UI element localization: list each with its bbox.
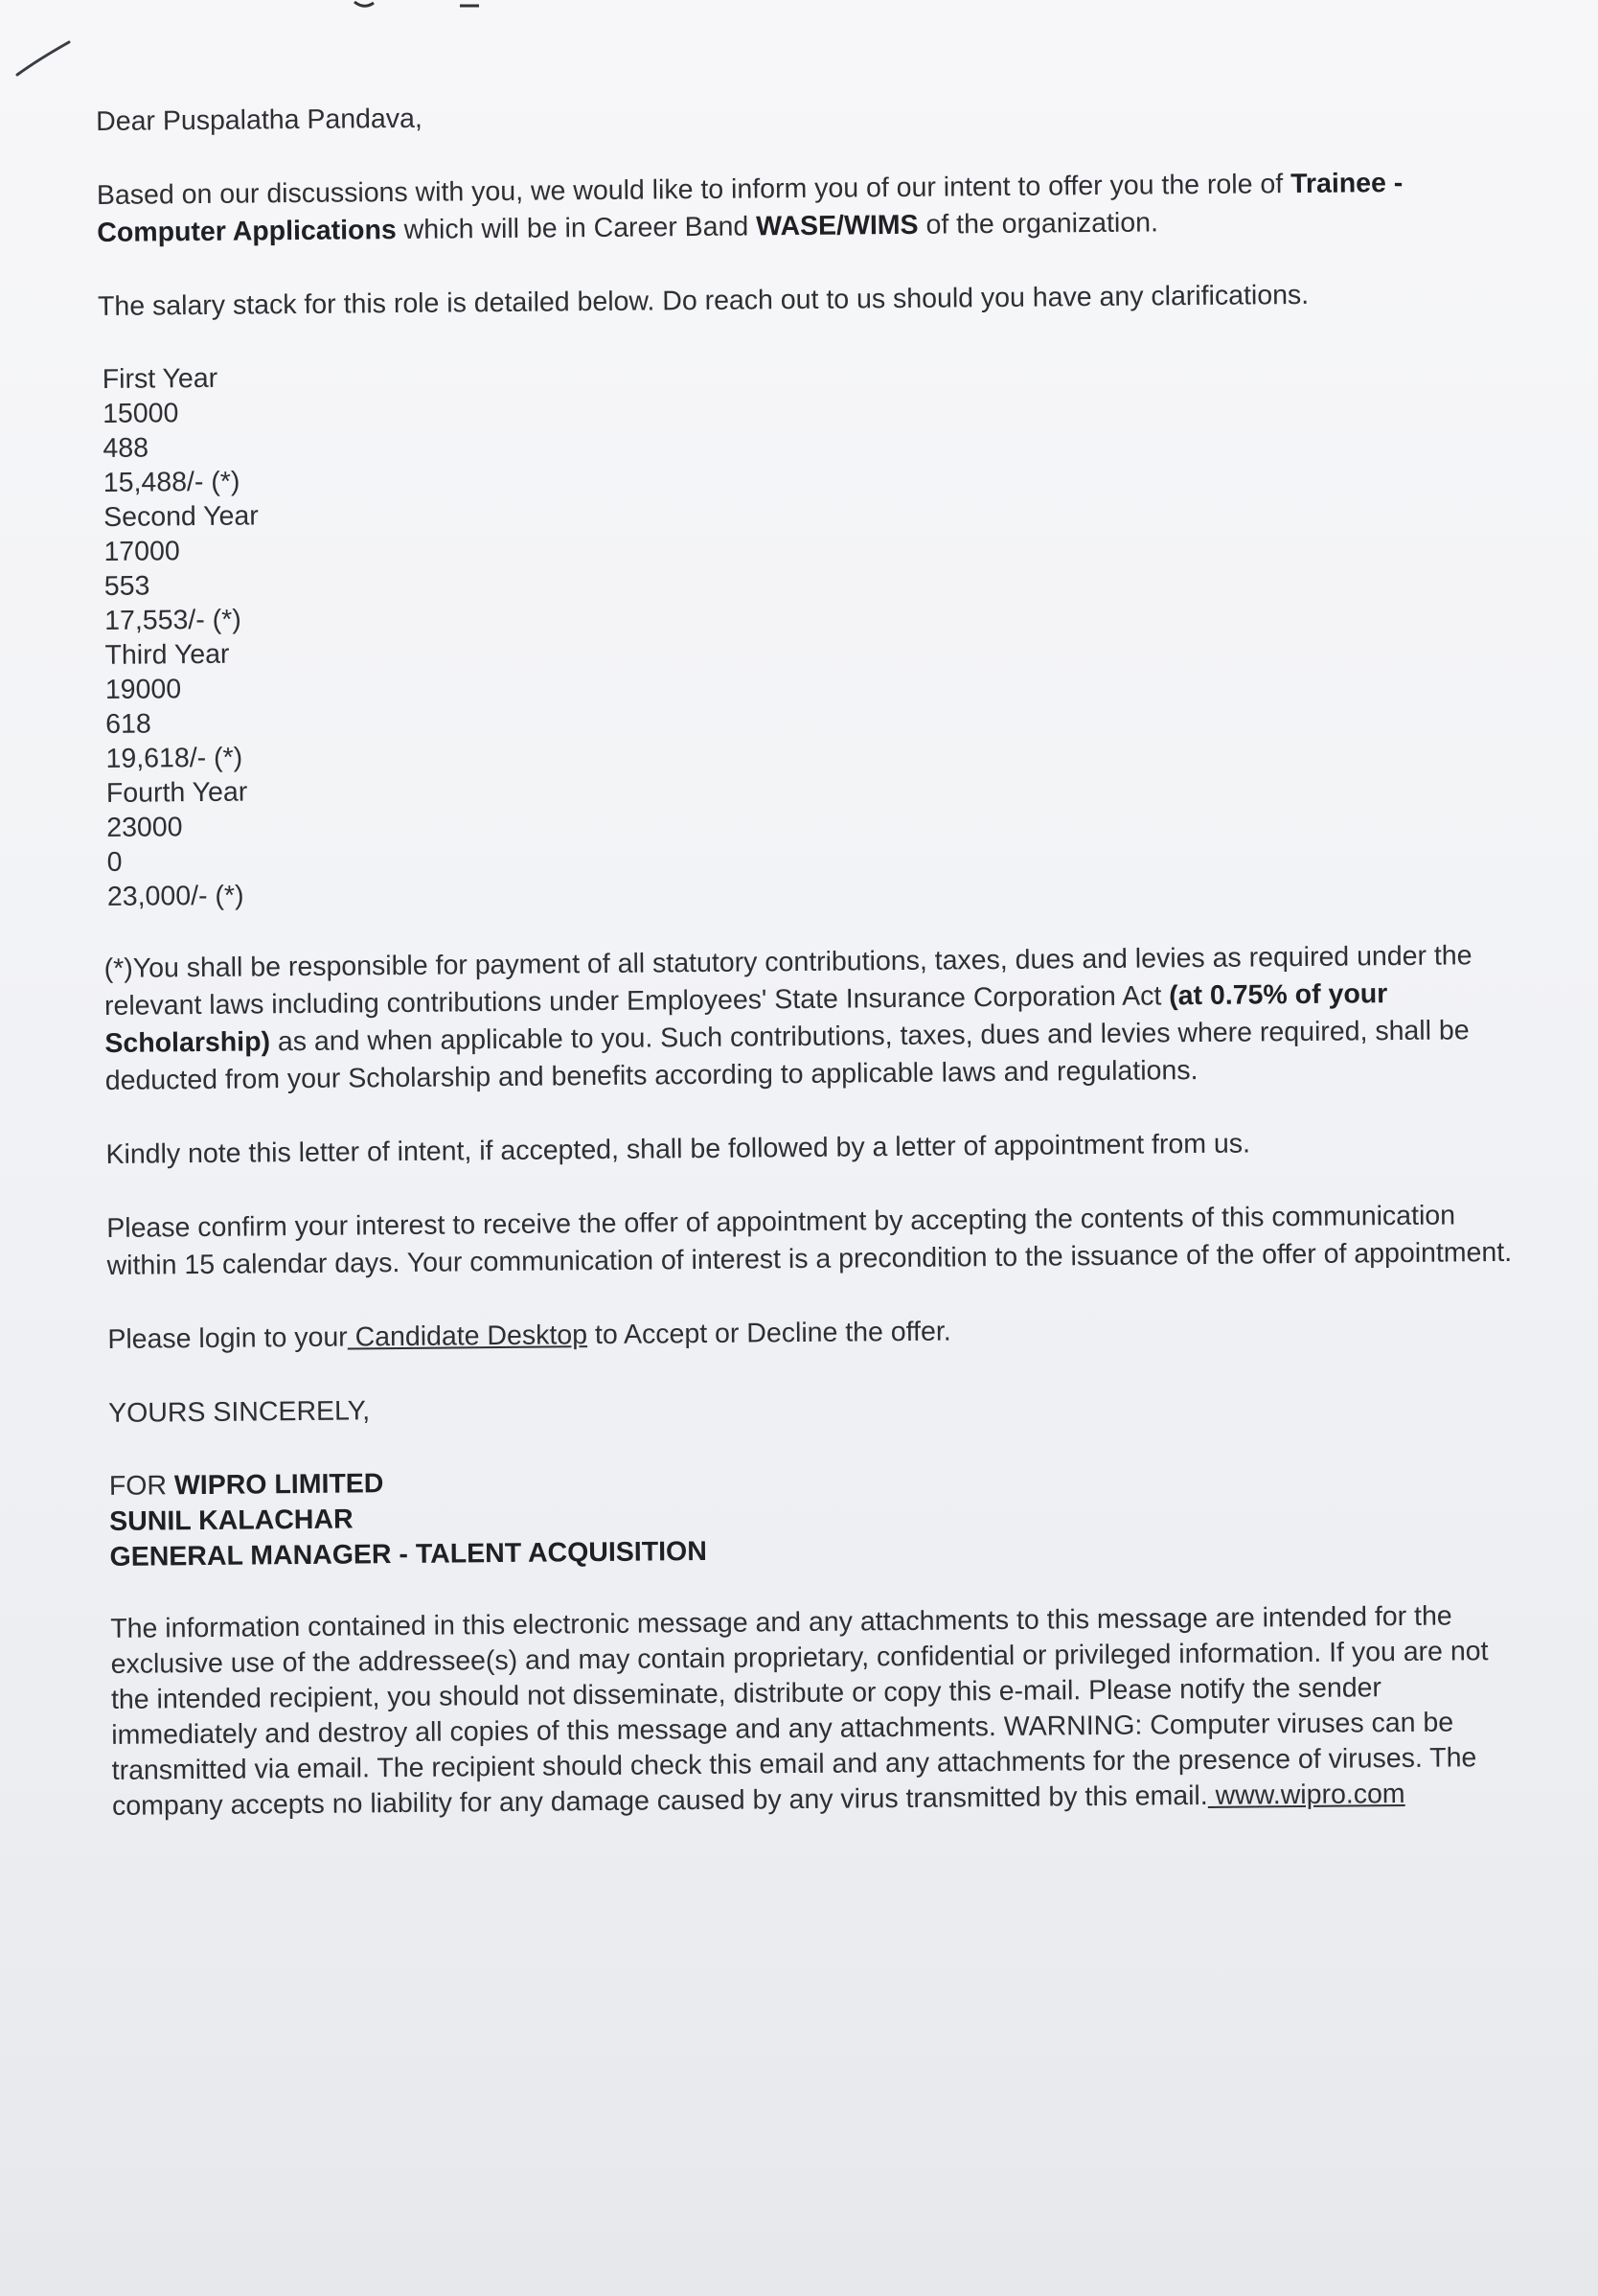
role-title: Trainee - Computer Applications xyxy=(97,167,1404,248)
login-text-1: Please login to your xyxy=(107,1321,348,1355)
signoff: YOURS SINCERELY, xyxy=(107,1395,371,1429)
salary-stack-intro: The salary stack for this role is detailed below. Do reach out to us should you have any clarifications. xyxy=(97,279,1310,322)
salary-contribution: 553 xyxy=(103,570,150,602)
top-edge-marks xyxy=(345,0,556,11)
confirm-interest-paragraph: Please confirm your interest to receive the offer of appointment by accepting the contents of this communication within 15 calendar days. Your communication of interest is a precondition to the issuance of the offer of appointment. xyxy=(106,1200,1513,1281)
salary-stack-list xyxy=(103,349,1512,914)
statutory-note xyxy=(103,937,1513,1100)
salary-total: 23,000/- (*) xyxy=(106,880,244,912)
salary-year-label: Third Year xyxy=(104,638,230,671)
statutory-note-text-1: (*)You shall be responsible for payment of all statutory contributions, taxes, dues and levies as required under the relevant laws including contributions under Employees' State Insurance Corporation Act xyxy=(103,940,1472,1022)
login-text-2: to Accept or Decline the offer. xyxy=(586,1316,951,1351)
salary-scholarship: 23000 xyxy=(106,812,183,843)
salary-contribution: 0 xyxy=(106,846,123,878)
salary-total: 17,553/- (*) xyxy=(104,604,241,636)
letter-body xyxy=(96,90,1520,1825)
career-band: WASE/WIMS xyxy=(756,209,919,242)
statutory-note-text-2: as and when applicable to you. Such contributions, taxes, dues and levies where required, shall be deducted from your Scholarship and benefits according to applicable laws and regulations. xyxy=(104,1015,1470,1096)
intro-text-2: which will be in Career Band xyxy=(396,211,757,245)
greeting: Dear Puspalatha Pandava, xyxy=(96,103,422,137)
letter-of-intent-note: Kindly note this letter of intent, if accepted, shall be followed by a letter of appointment from us. xyxy=(105,1128,1251,1170)
intro-paragraph xyxy=(97,164,1506,252)
pen-check-mark xyxy=(10,29,86,86)
salary-year-label: Second Year xyxy=(103,500,259,533)
salary-total: 15,488/- (*) xyxy=(103,466,240,498)
salary-scholarship: 17000 xyxy=(103,536,180,567)
salary-year-label: Fourth Year xyxy=(105,776,248,809)
salary-scholarship: 19000 xyxy=(104,674,182,705)
salary-year-label: First Year xyxy=(102,362,218,395)
email-disclaimer xyxy=(110,1598,1520,1825)
signature-block xyxy=(109,1456,1518,1575)
esi-rate: (at 0.75% of your Scholarship) xyxy=(104,978,1388,1059)
salary-contribution: 618 xyxy=(105,708,151,740)
candidate-desktop-link[interactable]: Candidate Desktop xyxy=(347,1320,588,1353)
wipro-website-link[interactable]: www.wipro.com xyxy=(1207,1778,1405,1811)
salary-contribution: 488 xyxy=(103,432,149,464)
signature-for-label: FOR xyxy=(108,1470,175,1502)
signature-company: WIPRO LIMITED xyxy=(173,1468,384,1502)
intro-text-1: Based on our discussions with you, we would like to inform you of our intent to offer you the role of xyxy=(96,169,1291,211)
salary-total: 19,618/- (*) xyxy=(105,742,243,774)
salary-scholarship: 15000 xyxy=(102,398,179,429)
login-instruction xyxy=(107,1308,1516,1359)
intro-text-3: of the organization. xyxy=(918,207,1159,241)
signatory-title: GENERAL MANAGER - TALENT ACQUISITION xyxy=(109,1535,707,1573)
disclaimer-text: The information contained in this electronic message and any attachments to this message are intended for the exclusive use of the addressee(s) and may contain proprietary, confidential or privileged information. If you are not the intended recipient, you should not disseminate, distribute or copy this e-mail. Please notify the sender immediately and destroy all copies of this message and any attachments. WARNING: Computer viruses can be transmitted via email. The recipient should check this email and any attachments for the presence of viruses. The company accepts no liability for any damage caused by any virus transmitted by this email. xyxy=(110,1600,1489,1822)
signatory-name: SUNIL KALACHAR xyxy=(109,1504,354,1537)
